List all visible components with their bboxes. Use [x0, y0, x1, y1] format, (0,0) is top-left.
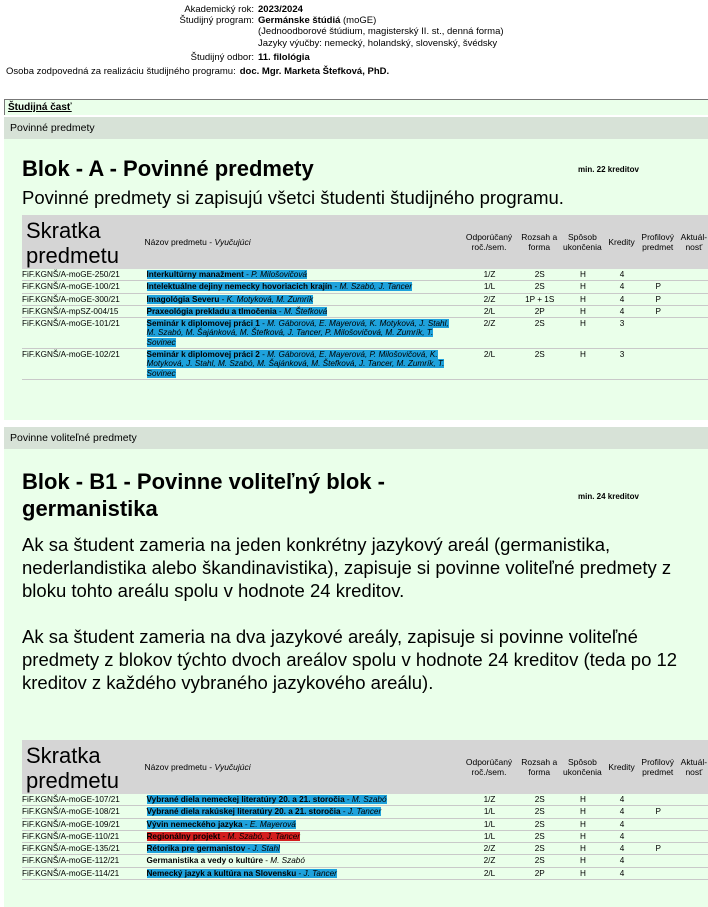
course-credits: 4 [606, 855, 638, 867]
course-actuality [678, 867, 708, 879]
course-actuality [678, 293, 708, 305]
course-actuality [678, 806, 708, 818]
course-name[interactable]: Seminár k diplomovej práci 1 [146, 319, 260, 329]
section-povinne: Povinné predmety [4, 117, 708, 139]
course-actuality [678, 305, 708, 317]
course-teachers: P. Milošovičová [251, 270, 307, 279]
block-a-min-credits: min. 22 kreditov [578, 165, 639, 174]
course-completion: H [559, 806, 605, 818]
course-range-form: 1P + 1S [519, 293, 559, 305]
course-name[interactable]: Germanistika a vedy o kultúre [146, 856, 264, 866]
course-credits: 4 [606, 867, 638, 879]
course-teachers: M. Štefková [283, 306, 328, 316]
course-profile: P [638, 806, 678, 818]
course-actuality [678, 269, 708, 281]
course-row [22, 305, 708, 317]
course-row [22, 818, 708, 830]
course-code: FiF.KGNŠ/A-moGE-250/21 [22, 269, 141, 281]
course-name[interactable]: Regionálny projekt [146, 831, 221, 841]
course-name[interactable]: Vývin nemeckého jazyka [146, 819, 243, 829]
course-teachers: M. Szabó [351, 795, 387, 804]
course-profile: P [638, 293, 678, 305]
course-highlight: Seminár k diplomovej práci 1 - M. Gáborová, E. Mayerová, K. Motyková, J. Stahl, M. Szabó, M. Šajánková, M. Štefková, J. Tancer, P. Milošovičová, M. Zumrík, T. Sovinec [146, 319, 449, 347]
course-code: FiF.KGNŠ/A-moGE-114/21 [22, 867, 141, 879]
course-name-cell [141, 818, 459, 830]
course-profile: P [638, 281, 678, 293]
course-credits: 4 [606, 843, 638, 855]
course-teachers: M. Gáborová, E. Mayerová, P. Milošovičová, K. Motyková, J. Stahl, M. Szabó, M. Šajánková, M. Štefková, J. Tancer, M. Zumrík, T. Sovinec [146, 350, 445, 378]
course-credits: 4 [606, 818, 638, 830]
course-year-semester: 1/L [459, 830, 519, 842]
col-sposob: Spôsob ukončenia [559, 215, 605, 269]
course-range-form: 2S [519, 318, 559, 349]
course-year-semester: 2/Z [459, 855, 519, 867]
course-actuality [678, 855, 708, 867]
course-profile: P [638, 843, 678, 855]
program-languages: Jazyky výučby: nemecký, holandský, slovenský, švédsky [258, 37, 498, 49]
course-completion: H [559, 818, 605, 830]
course-name-cell [141, 318, 459, 349]
course-profile [638, 818, 678, 830]
course-highlight: Intelektuálne dejiny nemecky hovoriacich krajín - M. Szabó, J. Tancer [146, 282, 412, 292]
col-aktualnost: Aktuál-nosť [678, 215, 708, 269]
block-b1 [4, 449, 708, 907]
course-name-cell [141, 867, 459, 879]
course-name-cell [141, 830, 459, 842]
col-kredity: Kredity [606, 215, 638, 269]
osoba-label: Osoba zodpovedná za realizáciu študijného programu: [6, 66, 236, 78]
course-completion: H [559, 305, 605, 317]
course-teachers: M. Szabó, J. Tancer [339, 282, 412, 292]
col-skratka: Skratka predmetu [22, 215, 141, 269]
course-range-form: 2S [519, 843, 559, 855]
course-credits: 4 [606, 269, 638, 281]
course-row [22, 281, 708, 293]
course-highlight: Interkultúrny manažment - P. Milošovičová [146, 270, 307, 279]
col-nazov: Názov predmetu - Vyučujúci [141, 215, 459, 269]
course-name-cell [141, 349, 459, 380]
col-profilovy: Profilový predmet [638, 215, 678, 269]
course-code: FiF.KGNŠ/A-mpSZ-004/15 [22, 305, 141, 317]
block-a-title: Blok - A - Povinné predmety [22, 156, 314, 181]
course-teachers: J. Tancer [303, 868, 337, 878]
course-completion: H [559, 318, 605, 349]
course-completion: H [559, 349, 605, 380]
course-name[interactable]: Rétorika pre germanistov [146, 844, 246, 854]
course-name-cell [141, 806, 459, 818]
col-rozsah: Rozsah a forma [519, 215, 559, 269]
course-teachers: M. Szabó [270, 856, 305, 866]
course-range-form: 2S [519, 806, 559, 818]
course-row [22, 293, 708, 305]
course-row [22, 269, 708, 281]
course-name-cell [141, 269, 459, 281]
col-profilovy: Profilový predmet [638, 740, 678, 794]
course-teachers: M. Szabó, J. Tancer [227, 831, 301, 841]
course-code: FiF.KGNŠ/A-moGE-112/21 [22, 855, 141, 867]
course-teachers: E. Mayerová [249, 819, 296, 829]
col-aktualnost: Aktuál-nosť [678, 740, 708, 794]
course-credits: 4 [606, 293, 638, 305]
course-name-cell [141, 293, 459, 305]
course-range-form: 2S [519, 830, 559, 842]
course-name[interactable]: Praxeológia prekladu a tlmočenia [146, 306, 277, 316]
col-nazov: Názov predmetu - Vyučujúci [141, 740, 459, 794]
course-year-semester: 2/L [459, 867, 519, 879]
program-code: (moGE) [343, 15, 377, 27]
course-highlight: Imagológia Severu - K. Motyková, M. Zumrík [146, 294, 314, 304]
col-odporucany: Odporúčaný roč./sem. [459, 215, 519, 269]
course-year-semester: 1/L [459, 281, 519, 293]
course-year-semester: 1/L [459, 818, 519, 830]
course-highlight: Rétorika pre germanistov - J. Stahl [146, 844, 280, 854]
rok-value: 2023/2024 [258, 4, 303, 15]
program-meta [0, 4, 708, 77]
course-range-form: 2S [519, 269, 559, 281]
course-code: FiF.KGNŠ/A-moGE-108/21 [22, 806, 141, 818]
course-code: FiF.KGNŠ/A-moGE-110/21 [22, 830, 141, 842]
course-credits: 4 [606, 281, 638, 293]
course-highlight: Regionálny projekt - M. Szabó, J. Tancer [146, 831, 301, 841]
course-completion: H [559, 843, 605, 855]
course-row [22, 843, 708, 855]
course-completion: H [559, 281, 605, 293]
col-rozsah: Rozsah a forma [519, 740, 559, 794]
course-name-cell [141, 281, 459, 293]
course-year-semester: 2/L [459, 349, 519, 380]
course-teachers: J. Stahl [252, 844, 280, 854]
block-a [4, 139, 708, 420]
course-code: FiF.KGNŠ/A-moGE-300/21 [22, 293, 141, 305]
block-b1-title: Blok - B1 - Povinne voliteľný blok - germanistika [22, 469, 385, 521]
study-part-heading: Študijná časť [4, 99, 708, 115]
block-b1-description-1: Ak sa študent zameria na jeden konkrétny jazykový areál (germanistika, nederlandistika alebo škandinavistika), zapisuje si povinne voliteľné predmety z bloku tohto areálu spolu v hodnote 24 kreditov. [22, 534, 672, 601]
course-year-semester: 1/L [459, 806, 519, 818]
block-b1-table [22, 740, 708, 880]
course-row [22, 855, 708, 867]
osoba-value: doc. Mgr. Marketa Štefková, PhD. [239, 66, 390, 78]
course-code: FiF.KGNŠ/A-moGE-107/21 [22, 794, 141, 806]
course-name-cell [141, 855, 459, 867]
course-range-form: 2S [519, 281, 559, 293]
section-povinne-volitelne: Povinne voliteľné predmety [4, 427, 708, 449]
course-year-semester: 1/Z [459, 269, 519, 281]
course-year-semester: 2/Z [459, 293, 519, 305]
course-row [22, 794, 708, 806]
course-profile [638, 830, 678, 842]
course-code: FiF.KGNŠ/A-moGE-101/21 [22, 318, 141, 349]
course-actuality [678, 818, 708, 830]
course-name[interactable]: Interkultúrny manažment [146, 270, 244, 279]
course-profile [638, 867, 678, 879]
course-range-form: 2S [519, 349, 559, 380]
course-year-semester: 2/Z [459, 318, 519, 349]
program-label: Študijný program: [179, 15, 254, 27]
course-code: FiF.KGNŠ/A-moGE-135/21 [22, 843, 141, 855]
course-completion: H [559, 794, 605, 806]
course-year-semester: 2/Z [459, 843, 519, 855]
course-actuality [678, 794, 708, 806]
program-form: (Jednoodborové štúdium, magisterský II. st., denná forma) [258, 26, 504, 38]
course-completion: H [559, 830, 605, 842]
course-row [22, 806, 708, 818]
course-credits: 3 [606, 318, 638, 349]
course-actuality [678, 830, 708, 842]
course-highlight: Praxeológia prekladu a tlmočenia - M. Štefková [146, 306, 328, 316]
course-profile [638, 855, 678, 867]
course-highlight: Vybrané diela nemeckej literatúry 20. a 21. storočia - M. Szabó [146, 795, 387, 804]
course-name-cell [141, 794, 459, 806]
col-skratka: Skratka predmetu [22, 740, 141, 794]
col-sposob: Spôsob ukončenia [559, 740, 605, 794]
block-a-table [22, 215, 708, 380]
course-range-form: 2P [519, 305, 559, 317]
col-kredity: Kredity [606, 740, 638, 794]
course-completion: H [559, 867, 605, 879]
course-profile: P [638, 305, 678, 317]
course-name[interactable]: Vybrané diela rakúskej literatúry 20. a 21. storočia [146, 807, 341, 817]
course-profile [638, 794, 678, 806]
course-name-cell [141, 843, 459, 855]
course-code: FiF.KGNŠ/A-moGE-100/21 [22, 281, 141, 293]
course-teachers: K. Motyková, M. Zumrík [226, 294, 314, 304]
course-row [22, 349, 708, 380]
course-row [22, 830, 708, 842]
course-highlight: Nemecký jazyk a kultúra na Slovensku - J. Tancer [146, 868, 337, 878]
course-name[interactable]: Imagológia Severu [146, 294, 220, 304]
course-range-form: 2P [519, 867, 559, 879]
course-range-form: 2S [519, 855, 559, 867]
course-teachers: J. Tancer [347, 807, 382, 817]
course-name[interactable]: Intelektuálne dejiny nemecky hovoriacich krajín [146, 282, 333, 292]
program-value: Germánske štúdiá [258, 15, 341, 27]
course-completion: H [559, 293, 605, 305]
course-profile [638, 269, 678, 281]
course-code: FiF.KGNŠ/A-moGE-109/21 [22, 818, 141, 830]
course-row [22, 318, 708, 349]
course-year-semester: 1/Z [459, 794, 519, 806]
course-highlight: Seminár k diplomovej práci 2 - M. Gáborová, E. Mayerová, P. Milošovičová, K. Motyková, J. Stahl, M. Szabó, M. Šajánková, M. Štefková, J. Tancer, M. Zumrík, T. Sovinec [146, 350, 445, 378]
col-odporucany: Odporúčaný roč./sem. [459, 740, 519, 794]
course-highlight: Vybrané diela rakúskej literatúry 20. a 21. storočia - J. Tancer [146, 807, 382, 817]
course-teachers: M. Gáborová, E. Mayerová, K. Motyková, J. Stahl, M. Szabó, M. Šajánková, M. Štefková, J. Tancer, P. Milošovičová, M. Zumrík, T. Sovinec [146, 319, 449, 347]
course-credits: 4 [606, 806, 638, 818]
course-highlight: Vývin nemeckého jazyka - E. Mayerová [146, 819, 296, 829]
course-name[interactable]: Vybrané diela nemeckej literatúry 20. a 21. storočia [146, 795, 345, 804]
course-code: FiF.KGNŠ/A-moGE-102/21 [22, 349, 141, 380]
course-actuality [678, 843, 708, 855]
course-name[interactable]: Seminár k diplomovej práci 2 [146, 350, 260, 360]
course-actuality [678, 318, 708, 349]
odbor-label: Študijný odbor: [190, 51, 254, 63]
course-profile [638, 318, 678, 349]
course-actuality [678, 349, 708, 380]
course-completion: H [559, 269, 605, 281]
course-highlight: Germanistika a vedy o kultúre - M. Szabó [146, 856, 305, 866]
block-b1-description-2: Ak sa študent zameria na dva jazykové areály, zapisuje si povinne voliteľné predmety z blokov týchto dvoch areálov spolu v hodnote 24 kreditov (teda po 12 kreditov z každého vybraného jazykového areálu). [22, 626, 678, 693]
course-range-form: 2S [519, 818, 559, 830]
course-credits: 4 [606, 794, 638, 806]
odbor-value: 11. filológia [258, 51, 310, 63]
course-year-semester: 2/L [459, 305, 519, 317]
course-credits: 4 [606, 305, 638, 317]
block-a-description: Povinné predmety si zapisujú všetci študenti študijného programu. [22, 187, 564, 208]
course-actuality [678, 281, 708, 293]
course-name-cell [141, 305, 459, 317]
course-credits: 4 [606, 830, 638, 842]
course-credits: 3 [606, 349, 638, 380]
course-range-form: 2S [519, 794, 559, 806]
rok-label: Akademický rok: [184, 4, 254, 15]
course-profile [638, 349, 678, 380]
block-b1-min-credits: min. 24 kreditov [578, 492, 639, 501]
course-completion: H [559, 855, 605, 867]
course-name[interactable]: Nemecký jazyk a kultúra na Slovensku [146, 868, 297, 878]
course-row [22, 867, 708, 879]
